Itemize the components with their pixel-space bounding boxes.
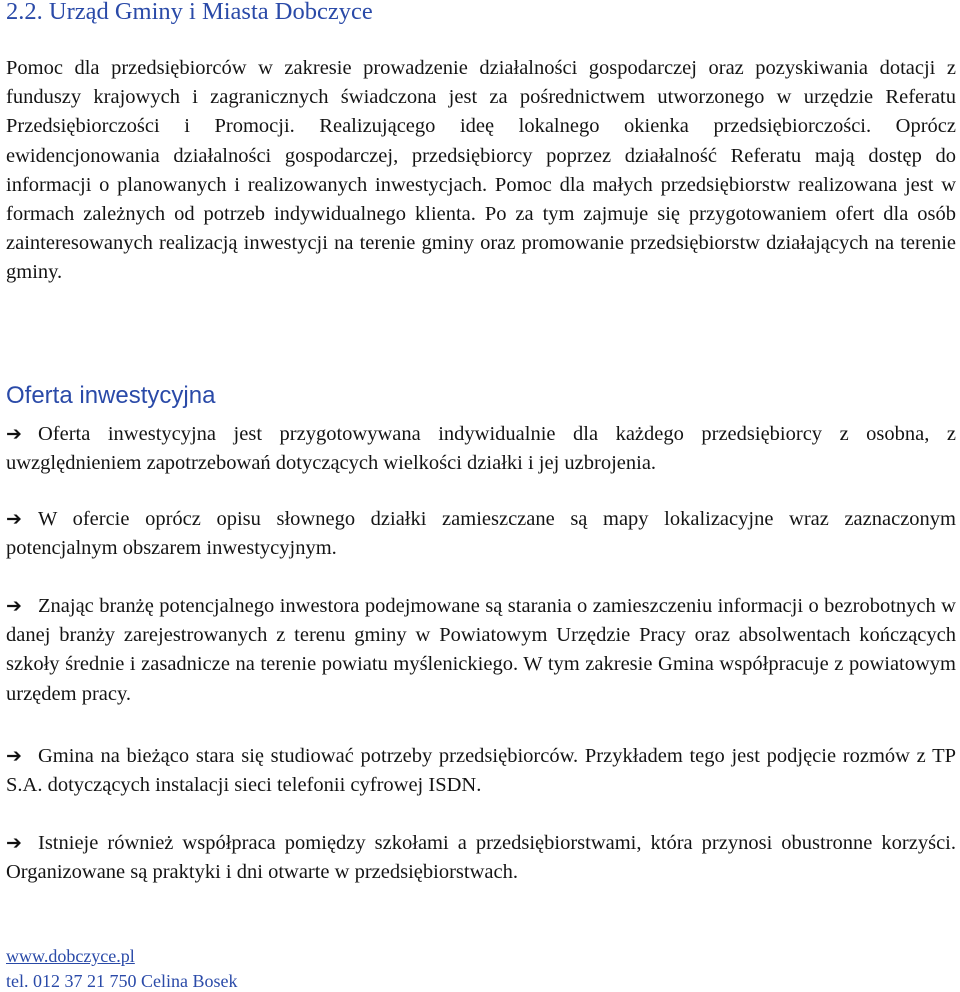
arrow-right-icon: ➔ bbox=[6, 423, 22, 445]
website-link[interactable]: www.dobczyce.pl bbox=[6, 946, 135, 966]
offer-bullet-5 bbox=[6, 829, 956, 887]
offer-bullet-2 bbox=[6, 505, 956, 563]
offer-bullet-1-text: Oferta inwestycyjna jest przygotowywana indywidualnie dla każdego przedsiębiorcy z osobna, z uwzględnieniem zapotrzebowań dotyczących wielkości działki i jej uzbrojenia. bbox=[6, 423, 956, 475]
contact-line: tel. 012 37 21 750 Celina Bosek bbox=[6, 971, 238, 991]
offer-bullet-1 bbox=[6, 420, 956, 478]
intro-paragraph: Pomoc dla przedsiębiorców w zakresie prowadzenie działalności gospodarczej oraz pozyskiwania dotacji z funduszy krajowych i zagranicznych świadczona jest za pośrednictwem utworzonego w urzędzie Referatu Przedsiębiorczości i Promocji. Realizującego ideę lokalnego okienka przedsiębiorczości. Oprócz ewidencjonowania działalności gospodarczej, przedsiębiorcy poprzez działalność Referatu mają dostęp do informacji o planowanych i realizowanych inwestycjach. Pomoc dla małych przedsiębiorstw realizowana jest w formach zależnych od potrzeb indywidualnego klienta. Po za tym zajmuje się przygotowaniem ofert dla osób zainteresowanych realizacją inwestycji na terenie gminy oraz promowanie przedsiębiorstw działających na terenie gminy. bbox=[6, 57, 956, 284]
offer-bullet-5-text: Istnieje również współpraca pomiędzy szkołami a przedsiębiorstwami, która przynosi obustronne korzyści. Organizowane są praktyki i dni otwarte w przedsiębiorstwach. bbox=[6, 832, 956, 884]
offer-bullet-3 bbox=[6, 592, 956, 709]
offer-bullet-2-text: W ofercie oprócz opisu słownego działki zamieszczane są mapy lokalizacyjne wraz zaznaczonym potencjalnym obszarem inwestycyjnym. bbox=[6, 508, 956, 560]
arrow-right-icon: ➔ bbox=[6, 595, 22, 617]
offer-bullet-4 bbox=[6, 742, 956, 800]
arrow-right-icon: ➔ bbox=[6, 508, 22, 530]
offer-heading: Oferta inwestycyjna bbox=[6, 382, 216, 409]
arrow-right-icon: ➔ bbox=[6, 745, 22, 767]
offer-bullet-4-text: Gmina na bieżąco stara się studiować potrzeby przedsiębiorców. Przykładem tego jest podjęcie rozmów z TP S.A. dotyczących instalacji sieci telefonii cyfrowej ISDN. bbox=[6, 745, 956, 797]
arrow-right-icon: ➔ bbox=[6, 832, 22, 854]
section-heading: 2.2. Urząd Gminy i Miasta Dobczyce bbox=[6, 0, 373, 25]
offer-bullet-3-text: Znając branżę potencjalnego inwestora podejmowane są starania o zamieszczeniu informacji o bezrobotnych w danej branży zarejestrowanych z terenu gminy w Powiatowym Urzędzie Pracy oraz absolwentach kończących szkoły średnie i zasadnicze na terenie powiatu myślenickiego. W tym zakresie Gmina współpracuje z powiatowym urzędem pracy. bbox=[6, 595, 956, 705]
